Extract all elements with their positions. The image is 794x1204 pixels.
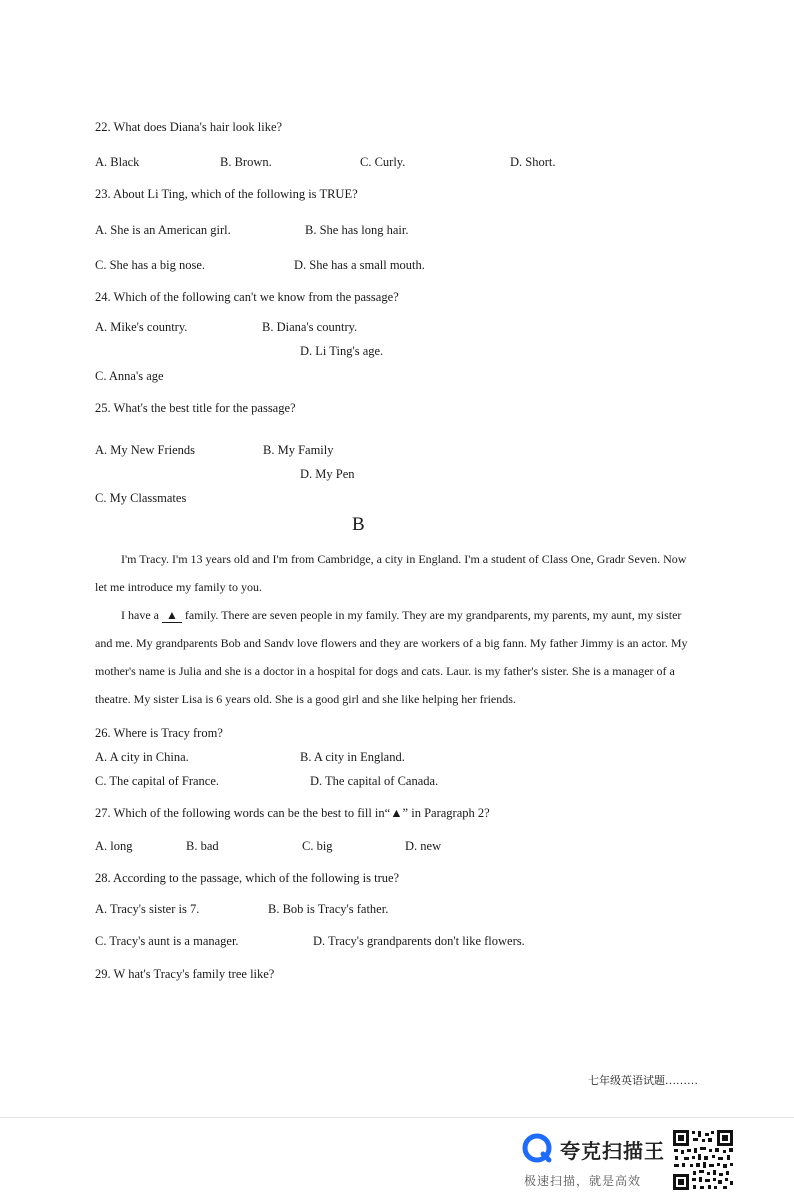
question-27-option-d: D. new	[405, 839, 442, 853]
question-27-option-a: A. long	[95, 839, 133, 853]
question-28-option-b: B. Bob is Tracy's father.	[268, 902, 389, 916]
question-23-option-a: A. She is an American girl.	[95, 223, 231, 237]
passage-p2-line-2: and me. My grandparents Bob and Sandv love flowers and they are workers of a big fann. My father Jimmy is an actor. My	[95, 636, 688, 650]
fill-in-blank: ▲	[162, 608, 182, 623]
question-28-stem: 28. According to the passage, which of the following is true?	[95, 871, 400, 885]
passage-p2-line-4: theatre. My sister Lisa is 6 years old. She is a good girl and she like helping her friends.	[95, 692, 516, 706]
question-26-option-b: B. A city in England.	[300, 750, 405, 764]
question-24-option-a: A. Mike's country.	[95, 320, 188, 334]
question-22-option-b: B. Brown.	[220, 155, 272, 169]
question-26-option-d: D. The capital of Canada.	[310, 774, 439, 788]
question-25-stem: 25. What's the best title for the passage?	[95, 401, 296, 415]
page-footer-note: 七年级英语试题………	[588, 1075, 698, 1087]
question-26-option-c: C. The capital of France.	[95, 774, 220, 788]
scanner-watermark	[522, 1131, 667, 1191]
footer-divider	[0, 1117, 794, 1118]
question-28-option-c: C. Tracy's aunt is a manager.	[95, 934, 239, 948]
passage-p1-line-1: I'm Tracy. I'm 13 years old and I'm from Cambridge, a city in England. I'm a student of Class One, Gradr Seven. Now	[121, 552, 687, 566]
question-25-option-b: B. My Family	[263, 443, 334, 457]
passage-p2-line-3: mother's name is Julia and she is a doctor in a hospital for dogs and cats. Laur. is my father's sister. She is a manager of a	[95, 664, 675, 678]
question-23-option-d: D. She has a small mouth.	[294, 258, 425, 272]
question-29-stem: 29. W hat's Tracy's family tree like?	[95, 967, 275, 981]
question-24-stem: 24. Which of the following can't we know from the passage?	[95, 290, 399, 304]
question-22-option-a: A. Black	[95, 155, 140, 169]
question-22-stem: 22. What does Diana's hair look like?	[95, 120, 283, 134]
question-26-option-a: A. A city in China.	[95, 750, 189, 764]
question-22-option-c: C. Curly.	[360, 155, 406, 169]
qr-code-icon	[672, 1129, 734, 1191]
question-23-option-c: C. She has a big nose.	[95, 258, 206, 272]
question-25-option-d: D. My Pen	[300, 467, 355, 481]
passage-p1-line-2: let me introduce my family to you.	[95, 580, 262, 594]
scanner-brand-slogan: 极速扫描，就是高效	[524, 1174, 642, 1188]
question-25-option-c: C. My Classmates	[95, 491, 187, 505]
passage-p2-line-1: I have a ▲ family. There are seven people in my family. They are my grandparents, my parents, my aunt, my sister	[121, 608, 682, 622]
question-24-option-b: B. Diana's country.	[262, 320, 358, 334]
question-28-option-a: A. Tracy's sister is 7.	[95, 902, 200, 916]
question-25-option-a: A. My New Friends	[95, 443, 195, 457]
question-27-option-c: C. big	[302, 839, 333, 853]
question-28-option-d: D. Tracy's grandparents don't like flowers.	[313, 934, 525, 948]
scanner-logo-icon	[522, 1133, 552, 1163]
scanner-brand-name: 夸克扫描王	[560, 1139, 665, 1163]
question-24-option-d: D. Li Ting's age.	[300, 344, 384, 358]
question-24-option-c: C. Anna's age	[95, 369, 164, 383]
section-b-heading: B	[352, 514, 365, 535]
question-27-option-b: B. bad	[186, 839, 219, 853]
passage-paragraph-2	[95, 601, 695, 713]
question-22-option-d: D. Short.	[510, 155, 556, 169]
question-26-stem: 26. Where is Tracy from?	[95, 726, 223, 740]
question-27-stem: 27. Which of the following words can be the best to fill in“▲” in Paragraph 2?	[95, 806, 490, 820]
question-23-option-b: B. She has long hair.	[305, 223, 409, 237]
passage-paragraph-1	[95, 545, 695, 601]
question-23-stem: 23. About Li Ting, which of the following is TRUE?	[95, 187, 358, 201]
